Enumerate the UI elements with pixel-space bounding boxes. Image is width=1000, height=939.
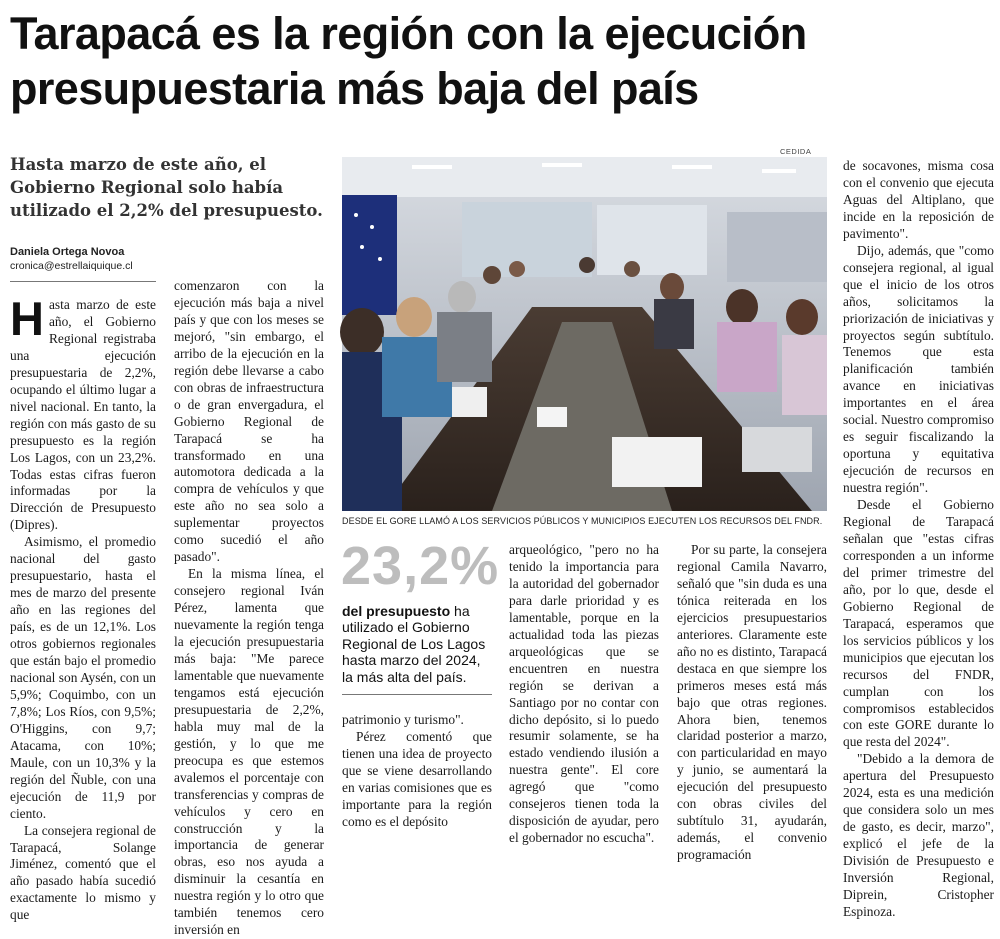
paragraph: Pérez comentó que tienen una idea de proyecto que se viene desarrollando en varias comisiones que es importante para la región como es el depósito xyxy=(342,728,492,829)
byline-divider xyxy=(10,281,156,282)
body-column-4 xyxy=(509,542,659,846)
paragraph: Por su parte, la consejera regional Camila Navarro, señaló que "sin duda es una tónica reiterada en los ejercicios presupuestarios anteriores. Claramente este año no es distinto, Tarapacá destaca en que siempre los primeros meses está más bajo que otras regiones. Ahora bien, tenemos claridad posterior a marzo, con particularidad en mayo y junio, se aumentará la ejecución del presupuesto con obras civiles del subtítulo 31, ayudarán, además, el convenio programación xyxy=(677,542,827,863)
byline-author: Daniela Ortega Novoa xyxy=(10,246,125,258)
meeting-photo-illustration xyxy=(342,157,827,511)
photo-credit: CEDIDA xyxy=(780,147,812,156)
paragraph: de socavones, misma cosa con el convenio que ejecuta Aguas del Altiplano, que incide en la reposición de pavimento". xyxy=(843,158,994,241)
byline-email[interactable]: cronica@estrellaiquique.cl xyxy=(10,260,133,272)
highlight-body: ha utilizado el Gobierno Regional de Los Lagos hasta marzo del 2024, la más alta del país. xyxy=(342,603,486,685)
paragraph: Dijo, además, que "como consejera regional, al igual que el inicio de los otros años, solicitamos la priorización de iniciativas y proyectos según subtítulo. Tenemos que esta planificación también avance en iniciativas importantes en el área social. Nuestro compromiso es seguir fiscalizando la oportuna y equitativa ejecución de recursos en nuestra región". xyxy=(843,242,994,496)
body-column-2 xyxy=(174,278,324,938)
paragraph: Asimismo, el promedio nacional del gasto presupuestario, hasta el mes de marzo del presente año en las regiones del país, es de un 12,1%. Los otros gobiernos regionales que están bajo el promedio nacional son Aysén, con un 5,9%; Coquimbo, con un 7,8%; Los Ríos, con 9,5%; O'Higgins, con 9,7; Atacama, con 10%; Maule, con un 10,3% y la región del Ñuble, con una ejecución de 11,9 por ciento. xyxy=(10,534,156,821)
body-column-1 xyxy=(10,292,156,923)
body-column-3 xyxy=(342,712,492,827)
paragraph: arqueológico, "pero no ha tenido la importancia para la autoridad del gobernador para darle prioridad y es lamentable, porque en la actualidad toda las piezas arqueológicas que se encuentren en nuestra región se derivan a Santiago por no contar con dicho depósito, si lo puedo resumir solamente, se ha estado vendiendo ilusión a nuestra gente". El core agregó que "como consejeros tienen toda la disposición de ayudar, pero el gobernador no escucha". xyxy=(509,542,659,846)
paragraph: La consejera regional de Tarapacá, Solange Jiménez, comentó que el año pasado había sucedió exactamente lo mismo y que xyxy=(10,822,156,923)
photo-caption: DESDE EL GORE LLAMÓ A LOS SERVICIOS PÚBLICOS Y MUNICIPIOS EJECUTEN LOS RECURSOS DEL FNDR. xyxy=(342,516,823,526)
drop-cap: H xyxy=(10,292,44,345)
meeting-photo xyxy=(342,157,827,511)
highlight-divider xyxy=(342,694,492,695)
paragraph: comenzaron con la ejecución más baja a nivel país y que con los meses se mejoró, "sin embargo, el arribo de la ejecución en la región debe llevarse a cabo con obras de infraestructura o de gran envergadura, el Gobierno Regional de Tarapacá se ha transformado en una automotora dedicada a la compra de vehículos y que este año no sea solo a suplementar proyectos como sucedió el año pasado". xyxy=(174,278,324,565)
highlight-lead: del presupuesto xyxy=(342,603,451,619)
headline: Tarapacá es la región con la ejecución presupuestaria más baja del país xyxy=(10,8,807,114)
paragraph: Desde el Gobierno Regional de Tarapacá señalan que "estas cifras corresponden a un informe del primer trimestre del año, por lo que, desde el Gobierno Regional de Tarapacá, esperamos que los servicios públicos y los municipios que ejecutan los recursos del FNDR, cumplan con los compromisos establecidos con este GORE durante lo que resta del 2024". xyxy=(843,497,994,750)
paragraph: En la misma línea, el consejero regional Iván Pérez, lamenta que nuevamente la región tenga la ejecución presupuestaria más baja: "Me parece lamentable que nuevamente tengamos está ejecución presupuestaria de 2,2%, habla muy mal de la gestión, y lo que me preocupa es que estemos avalemos el porcentaje con transferencias y compras de vehículos y cero en construcción y la importancia de generar obras, eso nos ayuda a disminuir la cesantía en nuestra región y lo otro que también tenemos cero inversión en xyxy=(174,566,324,938)
paragraph: patrimonio y turismo". xyxy=(342,712,464,727)
paragraph: "Debido a la demora de apertura del Presupuesto 2024, esta es una medición que considera solo un mes de gasto, es decir, marzo", explicó el jefe de la División de Presupuesto e Inversión Regional, Diprein, Cristopher Espinoza. xyxy=(843,751,994,919)
body-column-6 xyxy=(843,158,994,919)
highlight-text xyxy=(342,603,492,685)
paragraph: asta marzo de este año, el Gobierno Regional registraba una ejecución presupuestaria de 2,2%, ocupando el último lugar a nivel nacional. En tanto, la región con más gasto de su presupuesto es la región Los Lagos, con un 23,2%. Todas estas cifras fueron informadas por la Dirección de Presupuesto (Dipres). xyxy=(10,297,156,533)
body-column-5 xyxy=(677,542,827,863)
highlight-figure: 23,2% xyxy=(341,536,500,596)
subheadline: Hasta marzo de este año, el Gobierno Regional solo había utilizado el 2,2% del presupuesto. xyxy=(10,155,323,220)
